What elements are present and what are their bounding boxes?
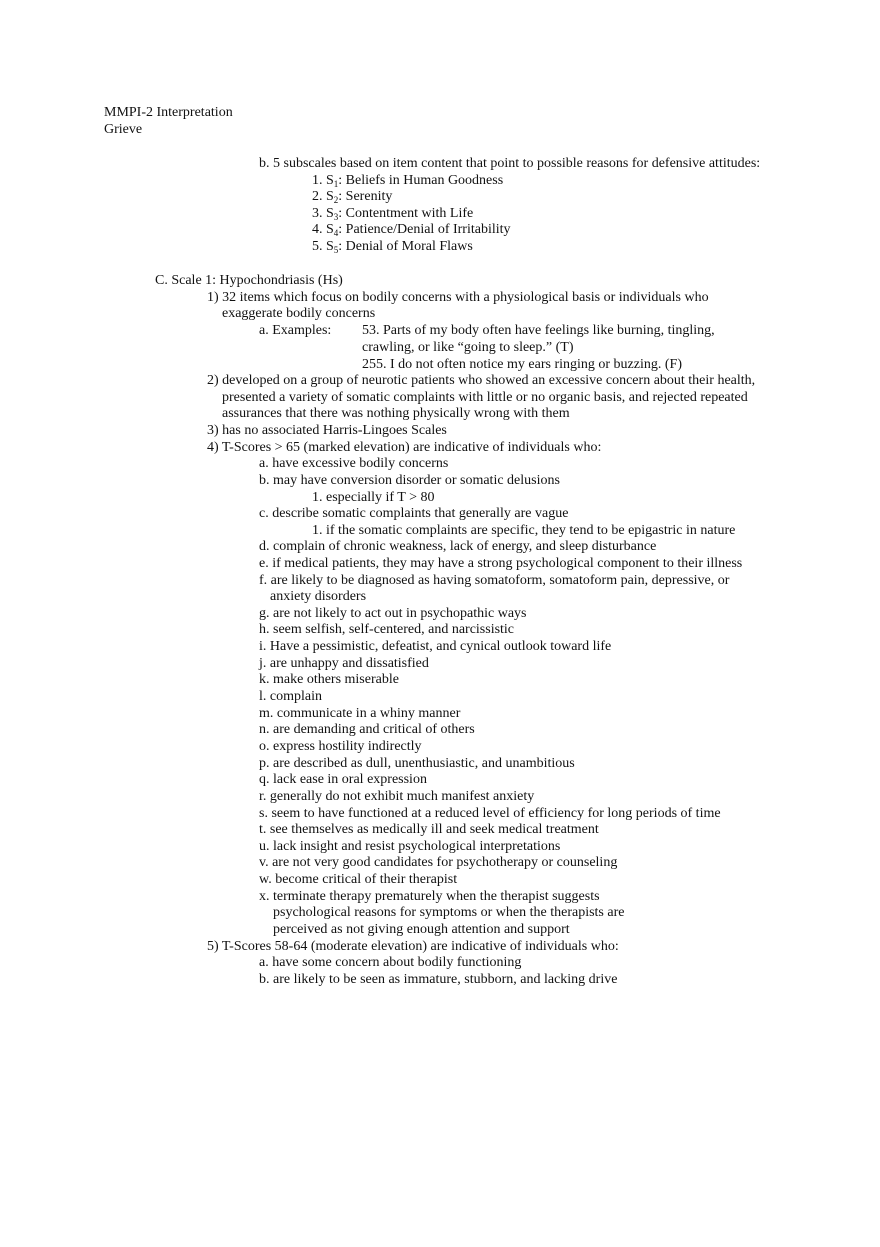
point-1-cont: exaggerate bodily concerns [222,306,376,321]
list-item: c. describe somatic complaints that generally are vague [259,506,569,521]
list-item: p. are described as dull, unenthusiastic, and unambitious [259,756,575,771]
list-item: e. if medical patients, they may have a strong psychological component to their illness [259,556,743,571]
subscale-item: 1. $S_1$: Beliefs in Human Goodness [312,173,504,189]
list-item: t. see themselves as medically ill and seek medical treatment [259,822,599,837]
document-author: Grieve [104,122,143,137]
list-item: g. are not likely to act out in psychopathic ways [259,606,527,621]
section-heading: C. Scale 1: Hypochondriasis (Hs) [155,273,343,288]
list-item: a. have some concern about bodily functioning [259,955,522,970]
list-item: n. are demanding and critical of others [259,722,475,737]
point-5: 5) T-Scores 58-64 (moderate elevation) are indicative of individuals who: [207,939,619,954]
list-item: r. generally do not exhibit much manifest anxiety [259,789,535,804]
list-item: q. lack ease in oral expression [259,772,427,787]
point-3: 3) has no associated Harris-Lingoes Scales [207,423,447,438]
list-item: d. complain of chronic weakness, lack of energy, and sleep disturbance [259,539,657,554]
list-item: x. terminate therapy prematurely when the therapist suggests [259,889,600,904]
list-item-cont: anxiety disorders [270,589,367,604]
list-item: a. have excessive bodily concerns [259,456,449,471]
example-item: 53. Parts of my body often have feelings like burning, tingling, [362,323,715,338]
list-item: s. seem to have functioned at a reduced level of efficiency for long periods of time [259,806,721,821]
document-title: MMPI-2 Interpretation [104,105,233,120]
list-item: m. communicate in a whiny manner [259,706,461,721]
list-item: l. complain [259,689,322,704]
point-2-cont: presented a variety of somatic complaints with little or no organic basis, and rejected repeated [222,390,748,405]
subscales-intro: b. 5 subscales based on item content that point to possible reasons for defensive attitudes: [259,156,761,171]
subscale-item: 4. $S_4$: Patience/Denial of Irritability [312,222,511,238]
document-header [104,105,233,139]
list-item: h. seem selfish, self-centered, and narcissistic [259,622,515,637]
subscale-item: 5. $S_5$: Denial of Moral Flaws [312,239,473,255]
list-item: b. may have conversion disorder or somatic delusions [259,473,560,488]
point-2: 2) developed on a group of neurotic patients who showed an excessive concern about their health, [207,373,756,388]
list-item: w. become critical of their therapist [259,872,458,887]
list-item: v. are not very good candidates for psychotherapy or counseling [259,855,618,870]
examples-label: a. Examples: [259,323,332,338]
point-1: 1) 32 items which focus on bodily concerns with a physiological basis or individuals who [207,290,709,305]
point-4: 4) T-Scores > 65 (marked elevation) are indicative of individuals who: [207,440,602,455]
list-item: k. make others miserable [259,672,399,687]
subscale-item: 2. $S_2$: Serenity [312,189,393,205]
list-item-cont: perceived as not giving enough attention and support [273,922,570,937]
subscale-item: 3. $S_3$: Contentment with Life [312,206,474,222]
list-item: b. are likely to be seen as immature, stubborn, and lacking drive [259,972,618,987]
example-item-cont: crawling, or like “going to sleep.” (T) [362,340,574,355]
sub-list-item: 1. if the somatic complaints are specific, they tend to be epigastric in nature [312,523,736,538]
list-item: u. lack insight and resist psychological interpretations [259,839,561,854]
list-item: i. Have a pessimistic, defeatist, and cynical outlook toward life [259,639,612,654]
example-item: 255. I do not often notice my ears ringing or buzzing. (F) [362,357,682,372]
point-2-cont: assurances that there was nothing physically wrong with them [222,406,570,421]
list-item: o. express hostility indirectly [259,739,422,754]
list-item: j. are unhappy and dissatisfied [259,656,429,671]
list-item-cont: psychological reasons for symptoms or when the therapists are [273,905,625,920]
sub-list-item: 1. especially if T > 80 [312,490,435,505]
list-item: f. are likely to be diagnosed as having somatoform, somatoform pain, depressive, or [259,573,730,588]
